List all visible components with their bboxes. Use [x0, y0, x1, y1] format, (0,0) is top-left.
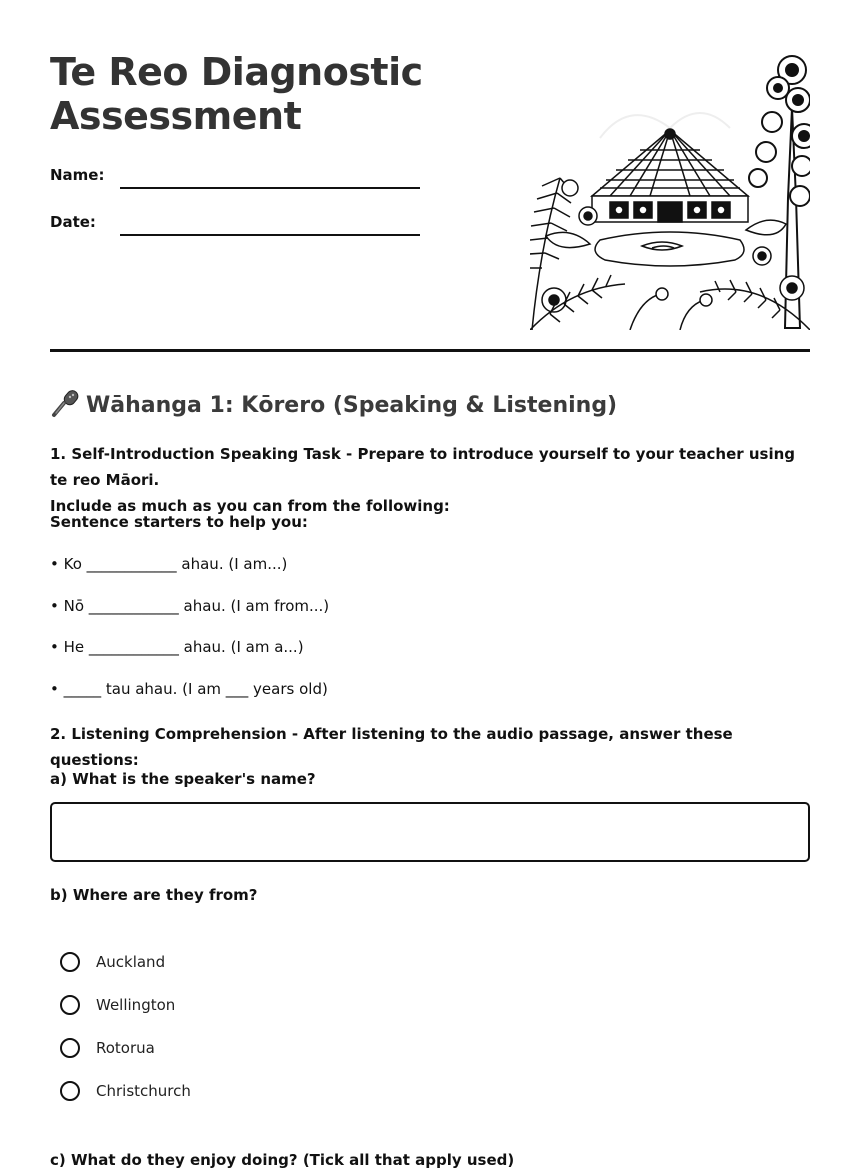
question-1-line-1: 1. Self-Introduction Speaking Task - Prepare to introduce yourself to your teacher using te reo Māori. — [50, 445, 796, 489]
starter-2: • Nō ____________ ahau. (I am from...) — [50, 597, 330, 615]
option-wellington[interactable] — [60, 992, 175, 1018]
microphone-icon — [50, 388, 80, 418]
header-divider — [50, 349, 810, 352]
radio-button[interactable] — [60, 1038, 80, 1058]
option-label: Wellington — [96, 996, 176, 1014]
question-2a: a) What is the speaker's name? — [50, 770, 316, 788]
radio-button[interactable] — [60, 995, 80, 1015]
option-label: Rotorua — [96, 1039, 155, 1057]
option-auckland[interactable] — [60, 949, 165, 975]
name-field[interactable] — [120, 187, 420, 189]
starter-1: • Ko ____________ ahau. (I am...) — [50, 555, 288, 573]
radio-button[interactable] — [60, 952, 80, 972]
question-2c-partial: c) What do they enjoy doing? (Tick all that apply used) — [50, 1151, 515, 1169]
question-2b: b) Where are they from? — [50, 886, 258, 904]
title-line-1: Te Reo Diagnostic — [50, 50, 423, 94]
option-rotorua[interactable] — [60, 1035, 155, 1061]
wharenui-forest-illustration — [530, 48, 810, 330]
page-title — [50, 50, 510, 138]
starter-4: • _____ tau ahau. (I am ___ years old) — [50, 680, 328, 698]
title-line-2: Assessment — [50, 94, 302, 138]
section-title-text: Wāhanga 1: Kōrero (Speaking & Listening) — [86, 393, 618, 418]
name-label: Name: — [50, 166, 105, 184]
section-title — [50, 388, 617, 422]
speaker-name-answer-box[interactable] — [50, 802, 810, 862]
starters-heading: Sentence starters to help you: — [50, 513, 308, 531]
date-label: Date: — [50, 213, 96, 231]
question-2: 2. Listening Comprehension - After listening to the audio passage, answer these questions: — [50, 725, 733, 769]
option-label: Auckland — [96, 953, 166, 971]
option-christchurch[interactable] — [60, 1078, 191, 1104]
question-1 — [50, 441, 810, 519]
radio-button[interactable] — [60, 1081, 80, 1101]
starter-3: • He ____________ ahau. (I am a...) — [50, 638, 304, 656]
date-field[interactable] — [120, 234, 420, 236]
question-1-line-2: Include as much as you can from the following: — [50, 497, 450, 515]
option-label: Christchurch — [96, 1082, 191, 1100]
